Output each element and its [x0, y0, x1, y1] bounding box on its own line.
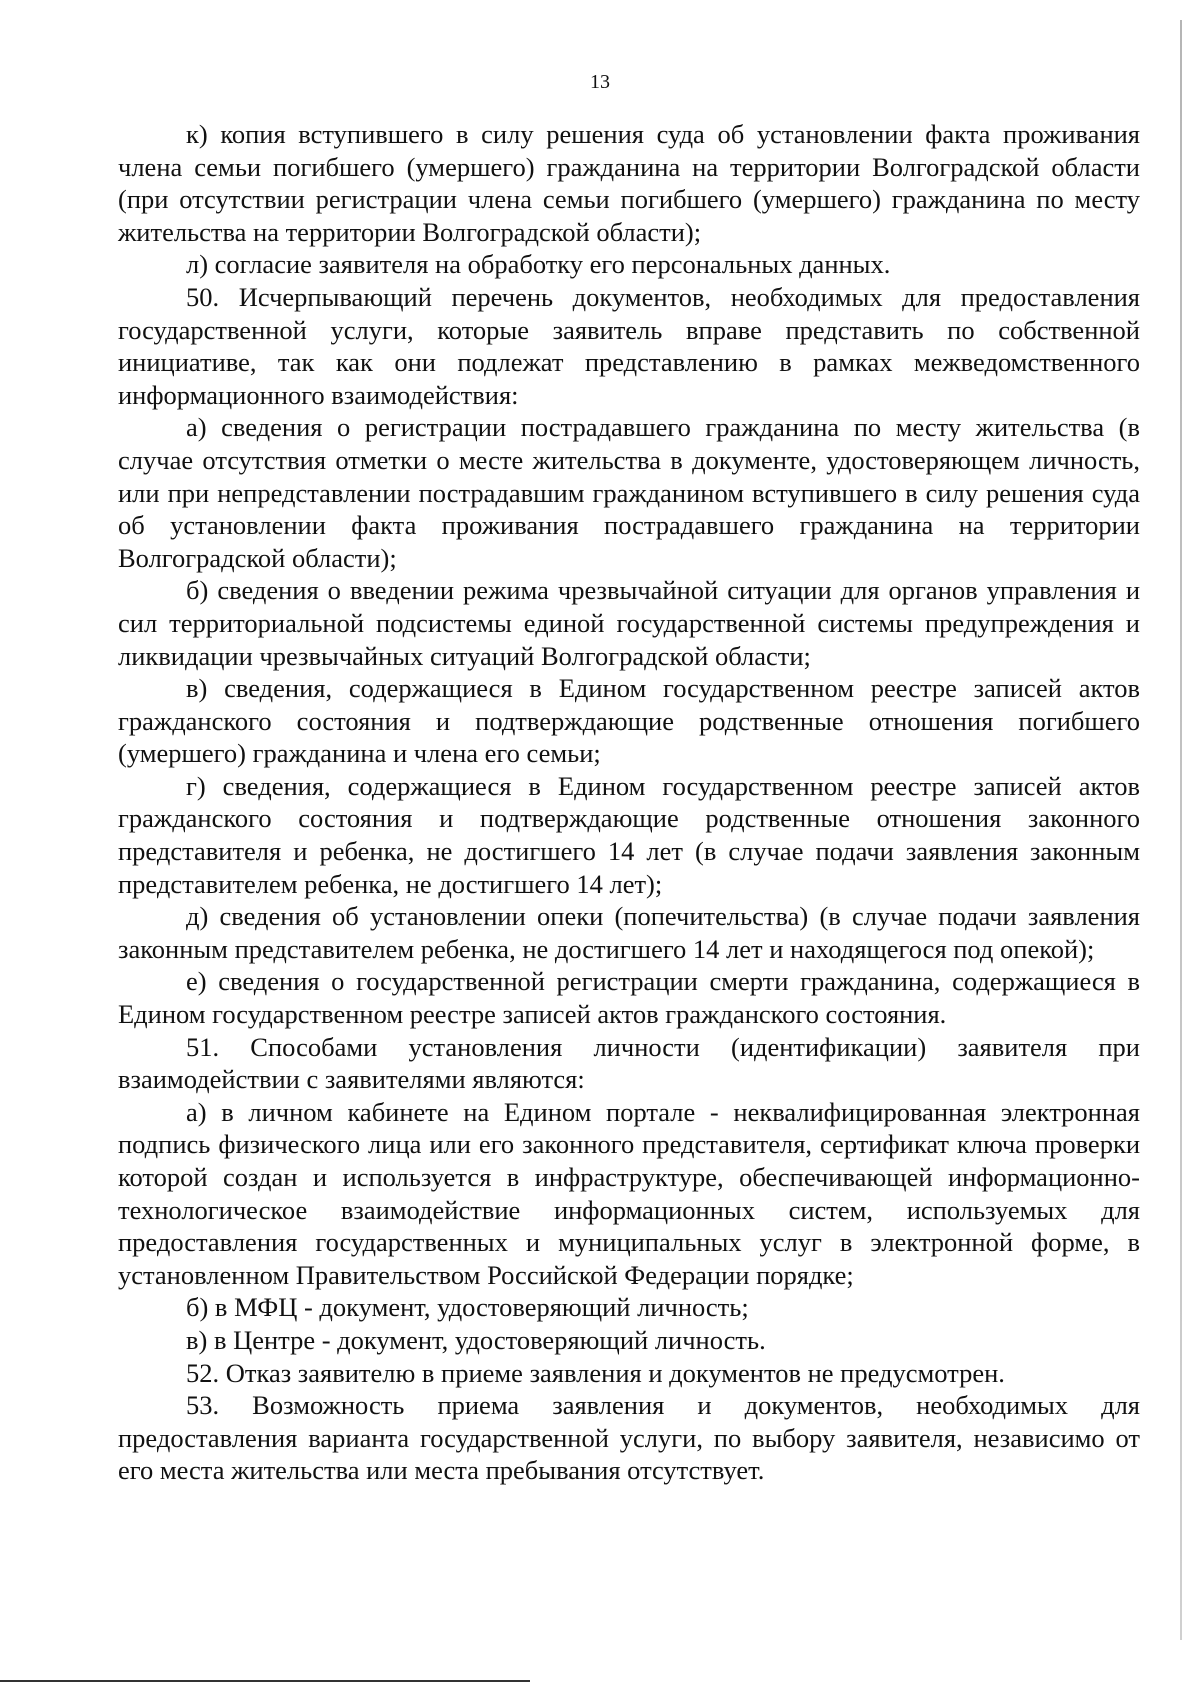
paragraph-50-b: б) сведения о введении режима чрезвычайной ситуации для органов управления и сил территориальной подсистемы единой государственной системы предупреждения и ликвидации чрезвычайных ситуаций Волгоградской области; [118, 575, 1140, 671]
paragraph-50-e: е) сведения о государственной регистрации смерти гражданина, содержащиеся в Едином государственном реестре записей актов гражданского состояния. [118, 966, 1140, 1030]
scan-edge-line [1180, 20, 1182, 1640]
paragraph-51-b: б) в МФЦ - документ, удостоверяющий личность; [186, 1292, 749, 1323]
document-body [118, 118, 1140, 1487]
paragraph-l: л) согласие заявителя на обработку его персональных данных. [186, 249, 891, 280]
paragraph-50: 50. Исчерпывающий перечень документов, необходимых для предоставления государственной услуги, которые заявитель вправе представить по собственной инициативе, так как они подлежат представлению в рамках межведомственного информационного взаимодействия: [118, 281, 1140, 410]
footer-rule [0, 1680, 530, 1682]
paragraph-51-v: в) в Центре - документ, удостоверяющий личность. [186, 1324, 766, 1355]
paragraph-50-a: а) сведения о регистрации пострадавшего гражданина по месту жительства (в случае отсутствия отметки о месте жительства в документе, удостоверяющем личность, или при непредставлении пострадавшим гражданином вступившего в силу решения суда об установлении факта проживания пострадавшего гражданина на территории Волгоградской области); [118, 412, 1140, 573]
paragraph-52: 52. Отказ заявителю в приеме заявления и документов не предусмотрен. [186, 1357, 1005, 1388]
paragraph-k: к) копия вступившего в силу решения суда об установлении факта проживания члена семьи погибшего (умершего) гражданина на территории Волгоградской области (при отсутствии регистрации члена семьи погибшего (умершего) гражданина по месту жительства на территории Волгоградской области); [118, 119, 1140, 247]
paragraph-50-v: в) сведения, содержащиеся в Едином государственном реестре записей актов гражданского состояния и подтверждающие родственные отношения погибшего (умершего) гражданина и члена его семьи; [118, 673, 1140, 769]
paragraph-53: 53. Возможность приема заявления и документов, необходимых для предоставления варианта государственной услуги, по выбору заявителя, независимо от его места жительства или места пребывания отсутствует. [118, 1390, 1140, 1486]
paragraph-50-g: г) сведения, содержащиеся в Едином государственном реестре записей актов гражданского состояния и подтверждающие родственные отношения законного представителя и ребенка, не достигшего 14 лет (в случае подачи заявления законным представителем ребенка, не достигшего 14 лет); [118, 770, 1140, 899]
paragraph-51-a: а) в личном кабинете на Едином портале - неквалифицированная электронная подпись физического лица или его законного представителя, сертификат ключа проверки которой создан и используется в инфраструктуре, обеспечивающей информационно-технологическое взаимодействие информационных систем, используемых для предоставления государственных и муниципальных услуг в электронной форме, в установленном Правительством Российской Федерации порядке; [118, 1096, 1140, 1290]
page-number: 13 [590, 71, 610, 93]
paragraph-50-d: д) сведения об установлении опеки (попечительства) (в случае подачи заявления законным представителем ребенка, не достигшего 14 лет и находящегося под опекой); [118, 901, 1140, 964]
paragraph-51: 51. Способами установления личности (идентификации) заявителя при взаимодействии с заявителями являются: [118, 1031, 1140, 1095]
